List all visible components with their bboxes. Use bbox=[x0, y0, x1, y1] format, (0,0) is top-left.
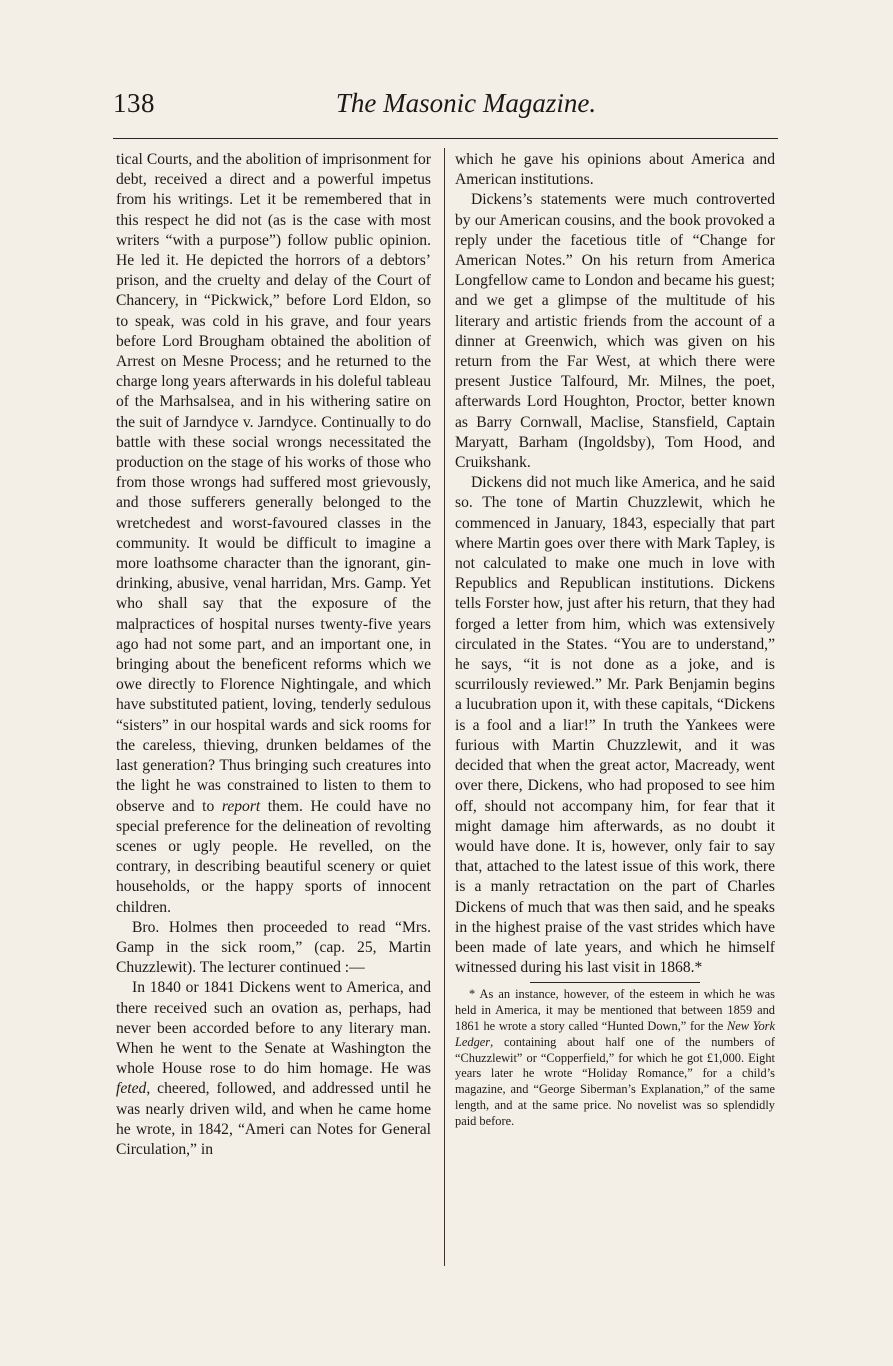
right-column bbox=[455, 150, 775, 1130]
paragraph: Bro. Holmes then proceeded to read “Mrs. Gamp in the sick room,” (cap. 25, Martin Chuzzlewit). The lecturer continued :— bbox=[116, 918, 431, 977]
page-number: 138 bbox=[113, 88, 155, 118]
paragraph-text: tical Courts, and the abolition of imprisonment for debt, received a direct and a powerful impetus from his writings. Let it be remembered that in this respect he did not (as is the case with most writers “with a purpose”) follow public opinion. He led it. He depicted the horrors of a debtors’ prison, and the cruelty and delay of the Court of Chancery, in “Pickwick,” before Lord Eldon, so to speak, was cold in his grave, and four years before Lord Brougham obtained the abolition of Arrest on Mesne Process; and he returned to the charge long years afterwards in his doleful tableau of the Marhsalsea, and in his withering satire on the suit of Jarndyce v. Jarndyce. Continually to do battle with these social wrongs necessitated the production on the stage of his works of those who from those wrongs had suffered most grievously, and those sufferers generally belonged to the wretchedest and worst-favoured classes in the community. It would be difficult to imagine a more loathsome character than the ignorant, gin-drinking, abusive, venal harridan, Mrs. Gamp. Yet who shall say that the exposure of the malpractices of hospital nurses twenty-five years ago had not some part, and an important one, in bringing about the beneficent reforms which we owe directly to Florence Nightingale, and which have substituted patient, loving, tenderly sedulous “sisters” in our hospital wards and sick rooms for the careless, thieving, drunken beldames of the last generation? Thus bringing such creatures into the light he was constrained to listen to them to observe and to bbox=[116, 151, 431, 815]
paragraph bbox=[116, 978, 431, 1160]
footnote-text: * As an instance, however, of the esteem in which he was held in America, it may be mentioned that between 1859 and 1861 he wrote a story called “Hunted Down,” for the bbox=[455, 987, 775, 1033]
emphasis-text: report bbox=[221, 797, 261, 815]
page-header bbox=[113, 84, 779, 134]
paragraph-text: , cheered, followed, and addressed until he was nearly driven wild, and when he came home he wrote, in 1842, “Ameri can Notes for General Circulation,” in bbox=[116, 1080, 431, 1158]
footnote-rule bbox=[530, 982, 700, 983]
running-title: The Masonic Magazine. bbox=[335, 88, 597, 118]
paragraph bbox=[116, 150, 431, 918]
paragraph-text: them. He could have no special preference for the delineation of revolting scenes or ugly people. He revelled, on the contrary, in describing beautiful scenery or quiet households, or the happy sports of innocent children. bbox=[116, 797, 431, 916]
footnote-text: , containing about half one of the numbers of “Chuzzlewit” or “Copperfield,” for which he got £1,000. Eight years later he wrote “Holiday Romance,” for a child’s magazine, and “George Siberman’s Explanation,” of the same length, and at the same price. No novelist was so splendidly paid before. bbox=[455, 1034, 775, 1128]
paragraph: which he gave his opinions about America and American institutions. bbox=[455, 151, 775, 189]
paragraph: Dickens’s statements were much controverted by our American cousins, and the book provoked a reply under the facetious title of “Change for American Notes.” On his return from America Longfellow came to London and became his guest; and we get a glimpse of the multitude of his literary and artistic friends from the account of a dinner at Greenwich, which was given on his return from the Far West, at which there were present Justice Talfourd, Mr. Milnes, the poet, afterwards Lord Houghton, Proctor, better known as Barry Cornwall, Maclise, Stansfield, Captain Maryatt, Barham (Ingoldsby), Tom Hood, and Cruikshank. bbox=[455, 191, 775, 472]
emphasis-text: feted bbox=[116, 1080, 147, 1098]
left-column bbox=[116, 150, 431, 1160]
paragraph: Dickens did not much like America, and he said so. The tone of Martin Chuzzlewit, which he commenced in January, 1843, especially that part where Martin goes over there with Mark Tapley, is not calculated to make one much in love with Republics and Republican institutions. Dickens tells Forster how, just after his return, that they had forged a letter from him, which was extensively circulated in the States. “You are to understand,” he says, “it is not done as a joke, and is scurrilously reviewed.” Mr. Park Benjamin begins a lucubration upon it, with these capitals, “Dickens is a fool and a liar!” In truth the Yankees were furious with Martin Chuzzlewit, and it was decided that when the great actor, Macready, went over there, Dickens, who had proposed to see him off, should not accompany him, for fear that it might damage him afterwards, as no doubt it would have done. It is, however, only fair to say that, attached to the latest issue of this work, there is a manly retractation on the part of Charles Dickens of much that was then said, and he speaks in the highest praise of the vast strides which have been made of late years, and which he himself witnessed during his last visit in 1868.* bbox=[455, 474, 775, 977]
footnote bbox=[455, 987, 775, 1129]
paragraph-text: In 1840 or 1841 Dickens went to America, and there received such an ovation as, perhaps, had never been accorded before to any literary man. When he went to the Senate at Washington the whole House rose to do him homage. He was bbox=[116, 979, 431, 1078]
header-rule bbox=[113, 138, 778, 139]
emphasis-text: New York Ledger bbox=[455, 1018, 775, 1049]
column-divider bbox=[444, 148, 445, 1266]
